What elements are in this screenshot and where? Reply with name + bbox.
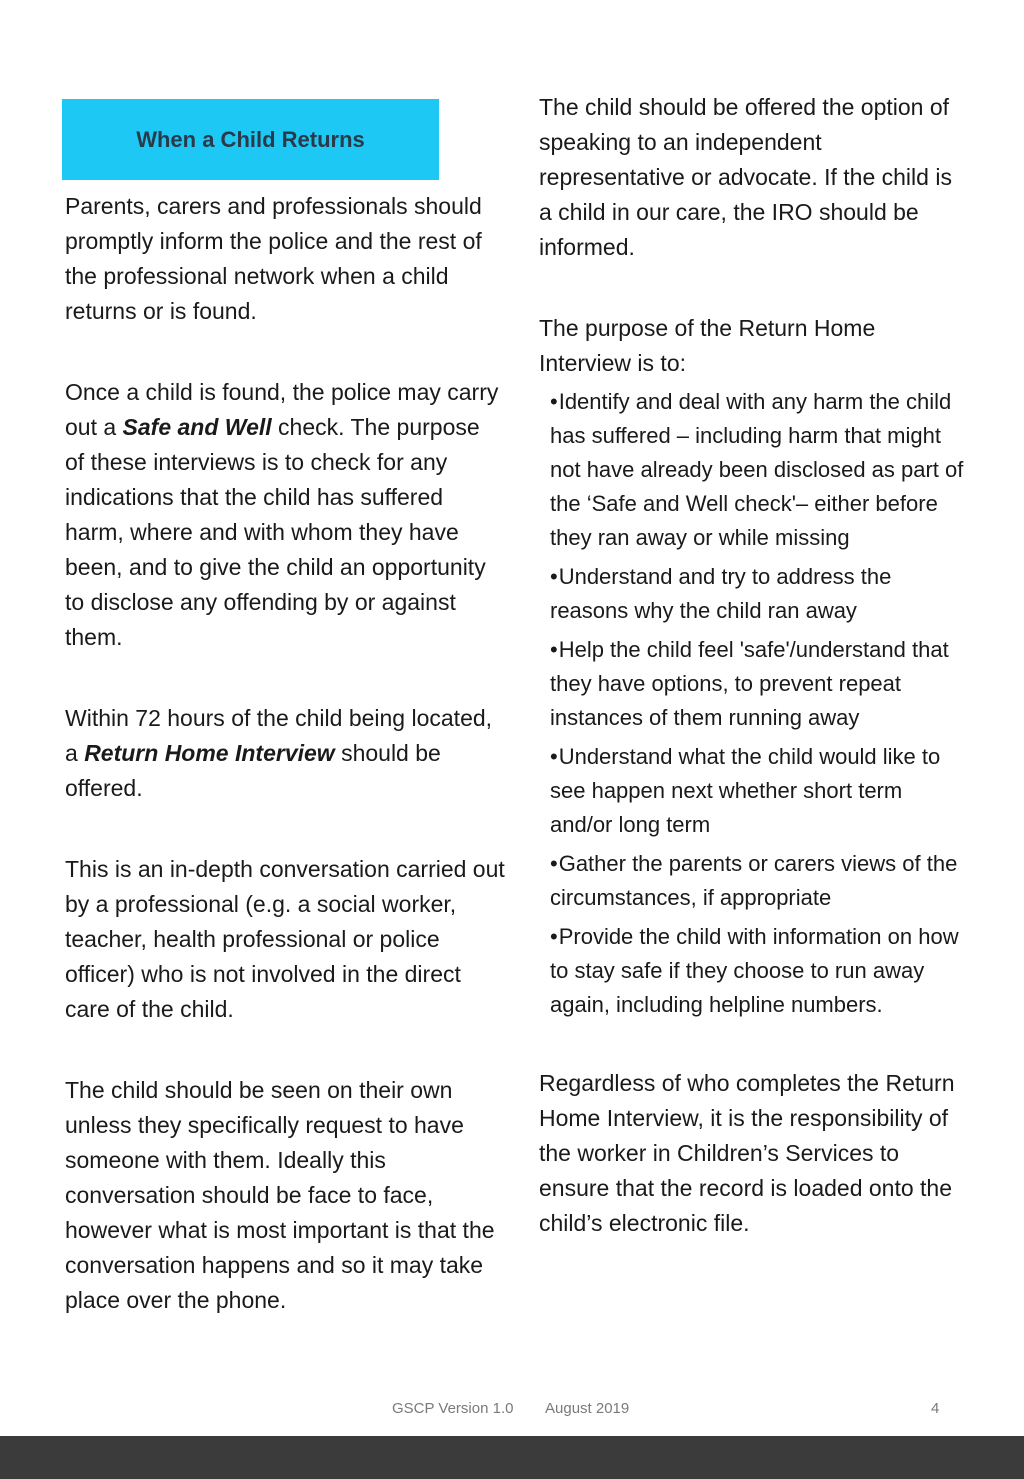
paragraph-seen-alone: The child should be seen on their own unless they specifically request to have someone with them. Ideally this conversation should be face to face, however what is most important is that the conversation happens and so it may take place over the phone. (65, 1077, 495, 1313)
paragraph-in-depth: This is an in-depth conversation carried out by a professional (e.g. a social worker, teacher, health professional or police officer) who is not involved in the direct care of the child. (65, 856, 505, 1022)
list-item-text: Understand what the child would like to see happen next whether short term and/or long term (550, 744, 941, 837)
list-item-text: Understand and try to address the reasons why the child ran away (550, 564, 892, 623)
page-number: 4 (931, 1400, 940, 1417)
bullet-icon: • (550, 744, 558, 769)
bullet-icon: • (550, 637, 558, 662)
section-heading: When a Child Returns (136, 126, 365, 152)
footer-version: GSCP Version 1.0 (392, 1400, 514, 1417)
list-item (550, 847, 969, 915)
safe-and-well-term: Safe and Well (122, 414, 272, 440)
text-segment: Once a child is found, the police may carry out a (65, 379, 499, 440)
text-segment: check. The purpose of these interviews is to check for any indications that the child has suffered harm, where and with whom they have been, and to give the child an opportunity to disclose any offending by or against them. (65, 414, 486, 650)
list-item (550, 920, 969, 1022)
list-item-text: Identify and deal with any harm the child has suffered – including harm that might not have already been disclosed as part of the ‘Safe and Well check'– either before they ran away or while missing (550, 389, 964, 550)
left-column (65, 189, 505, 1364)
list-item (550, 740, 969, 842)
list-item-text: Help the child feel 'safe'/understand that they have options, to prevent repeat instances of them running away (550, 637, 949, 730)
list-item (550, 633, 969, 735)
bottom-bar (0, 1436, 1024, 1479)
list-item-text: Provide the child with information on how to stay safe if they choose to run away again, including helpline numbers. (550, 924, 959, 1017)
paragraph-safe-and-well (65, 375, 505, 655)
paragraph-purpose: The purpose of the Return Home Interview is to: (539, 315, 876, 376)
list-item (550, 385, 969, 555)
paragraph-advocate: The child should be offered the option of speaking to an independent representative or advocate. If the child is a child in our care, the IRO should be informed. (539, 94, 952, 260)
footer-date: August 2019 (545, 1400, 630, 1417)
bullet-icon: • (550, 924, 558, 949)
return-home-interview-term: Return Home Interview (84, 740, 335, 766)
bullet-icon: • (550, 564, 558, 589)
list-item-text: Gather the parents or carers views of the circumstances, if appropriate (550, 851, 958, 910)
paragraph-responsibility: Regardless of who completes the Return Home Interview, it is the responsibility of the worker in Children’s Services to ensure that the record is loaded onto the child’s electronic file. (539, 1070, 955, 1236)
text-segment: Within 72 hours of the child being located, a (65, 705, 493, 766)
section-heading-box (62, 99, 439, 180)
list-item (550, 560, 969, 628)
paragraph-inform: Parents, carers and professionals should promptly inform the police and the rest of the professional network when a child returns or is found. (65, 193, 482, 324)
text-segment: should be offered. (65, 740, 441, 801)
bullet-icon: • (550, 851, 558, 876)
purpose-list (539, 385, 969, 1022)
bullet-icon: • (550, 389, 558, 414)
paragraph-return-home (65, 701, 505, 806)
right-column (539, 90, 969, 1241)
